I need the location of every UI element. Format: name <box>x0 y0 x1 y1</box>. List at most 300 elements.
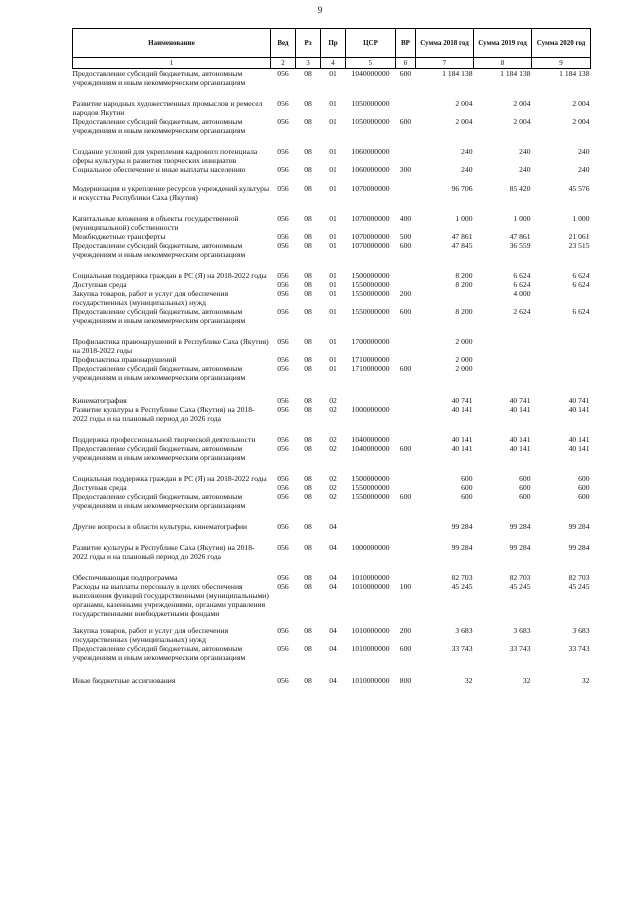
row-pr: 04 <box>329 676 337 685</box>
row-sum-2019: 240 <box>519 147 531 156</box>
row-sum-2018: 600 <box>461 474 473 483</box>
row-csr: 1700000000 <box>351 337 390 346</box>
row-sum-2019: 33 743 <box>509 644 531 653</box>
row-vr <box>396 280 416 289</box>
row-sum-2020: 82 703 <box>568 573 590 582</box>
table-row <box>73 582 591 618</box>
table-row <box>73 531 591 561</box>
row-sum-2019: 4 000 <box>513 289 531 298</box>
row-name: Обеспечивающая подпрограмма <box>72 573 178 582</box>
column-number: 6 <box>396 58 416 69</box>
table-row <box>73 307 591 325</box>
row-vr <box>396 135 416 165</box>
row-ved: 056 <box>277 582 289 591</box>
row-csr: 1040000000 <box>346 69 396 88</box>
row-sum-2020: 2 004 <box>572 99 590 108</box>
row-sum-2018: 96 706 <box>451 184 473 193</box>
row-sum-2019 <box>474 355 532 364</box>
header-sum-2019: Сумма 2019 год <box>474 29 532 58</box>
row-sum-2018: 82 703 <box>451 573 473 582</box>
row-sum-2020: 600 <box>578 483 590 492</box>
row-sum-2019: 99 284 <box>509 543 531 552</box>
row-pr: 01 <box>329 232 337 241</box>
row-pr: 04 <box>329 582 337 591</box>
row-sum-2019: 2 004 <box>513 117 531 126</box>
row-rz: 08 <box>304 474 312 483</box>
row-sum-2020 <box>532 364 591 382</box>
row-rz: 08 <box>296 69 321 88</box>
row-ved: 056 <box>277 99 289 108</box>
row-name: Капитальные вложения в объекты государственной (муниципальной) собственности <box>72 214 239 232</box>
row-sum-2020: 33 743 <box>568 644 590 653</box>
row-sum-2018: 3 683 <box>455 626 473 635</box>
table-row <box>73 174 591 202</box>
row-name: Социальное обеспечение и иные выплаты населению <box>72 165 246 174</box>
row-vr: 600 <box>399 492 412 501</box>
table-row <box>73 382 591 405</box>
table-row <box>73 117 591 135</box>
table-row <box>73 289 591 307</box>
row-sum-2019: 40 141 <box>509 435 531 444</box>
row-sum-2019: 2 004 <box>513 99 531 108</box>
row-pr: 02 <box>329 435 337 444</box>
row-sum-2019: 40 141 <box>509 444 531 453</box>
row-sum-2020: 6 624 <box>572 280 590 289</box>
row-name: Предоставление субсидий бюджетным, автономным учреждениям и иным некоммерческим организациям <box>73 69 271 88</box>
row-csr: 1010000000 <box>351 573 390 582</box>
row-vr: 600 <box>399 644 412 653</box>
row-rz: 08 <box>304 573 312 582</box>
row-ved: 056 <box>277 147 289 156</box>
header-vr: ВР <box>396 29 416 58</box>
row-vr <box>396 259 416 280</box>
row-csr: 1550000000 <box>351 483 390 492</box>
row-sum-2019: 82 703 <box>509 573 531 582</box>
row-sum-2018: 2 000 <box>455 337 473 346</box>
row-ved: 056 <box>277 364 289 373</box>
row-sum-2018: 2 004 <box>455 117 473 126</box>
row-rz: 08 <box>304 582 312 591</box>
row-sum-2019: 1 184 138 <box>474 69 532 88</box>
row-rz: 08 <box>304 280 312 289</box>
table-row <box>73 405 591 423</box>
row-csr: 1070000000 <box>351 241 390 250</box>
row-sum-2020 <box>532 355 591 364</box>
row-sum-2019: 45 245 <box>509 582 531 591</box>
row-sum-2019: 600 <box>519 474 531 483</box>
row-name: Доступная среда <box>72 280 127 289</box>
row-rz: 08 <box>304 364 312 373</box>
row-name: Предоставление субсидий бюджетным, автономным учреждениям и иным некоммерческим организациям <box>72 492 246 510</box>
row-pr: 01 <box>329 307 337 316</box>
row-sum-2018: 40 141 <box>451 405 473 414</box>
row-ved: 056 <box>277 626 289 635</box>
row-name: Профилактика правонарушений в Республике Саха (Якутия) на 2018-2022 годы <box>72 337 269 355</box>
row-sum-2020: 40 741 <box>568 396 590 405</box>
row-sum-2018: 99 284 <box>451 543 473 552</box>
row-pr: 01 <box>329 271 337 280</box>
column-number: 7 <box>416 58 474 69</box>
row-vr <box>396 87 416 117</box>
row-sum-2019: 600 <box>519 483 531 492</box>
row-pr: 04 <box>329 573 337 582</box>
row-sum-2018: 8 200 <box>455 280 473 289</box>
row-sum-2018: 8 200 <box>455 307 473 316</box>
row-csr: 1060000000 <box>351 165 390 174</box>
row-sum-2020: 40 141 <box>568 405 590 414</box>
row-pr: 01 <box>329 355 337 364</box>
row-name: Создание условий для укрепления кадрового потенциала сферы культуры и развития творческих инициатив <box>72 147 258 165</box>
row-rz: 08 <box>304 117 312 126</box>
row-sum-2018: 40 741 <box>451 396 473 405</box>
column-number: 1 <box>73 58 271 69</box>
table-row <box>73 165 591 174</box>
table-row <box>73 483 591 492</box>
row-pr: 04 <box>329 522 337 531</box>
row-csr: 1000000000 <box>351 543 390 552</box>
row-pr: 01 <box>329 147 337 156</box>
table-row <box>73 510 591 531</box>
row-sum-2018: 47 845 <box>451 241 473 250</box>
row-name: Предоставление субсидий бюджетным, автономным учреждениям и иным некоммерческим организациям <box>72 364 246 382</box>
row-csr: 1710000000 <box>351 364 390 373</box>
row-sum-2020: 45 576 <box>568 184 590 193</box>
row-sum-2019 <box>474 325 532 355</box>
row-pr: 04 <box>329 543 337 552</box>
row-ved: 056 <box>277 184 289 193</box>
row-csr: 1010000000 <box>351 644 390 653</box>
row-pr: 02 <box>329 405 337 414</box>
row-ved: 056 <box>277 289 289 298</box>
row-name: Социальная поддержка граждан в РС (Я) на 2018-2022 годы <box>72 474 267 483</box>
table-row <box>73 202 591 232</box>
row-vr: 200 <box>399 626 412 635</box>
row-name: Предоставление субсидий бюджетным, автономным учреждениям и иным некоммерческим организациям <box>72 444 246 462</box>
row-sum-2020: 6 624 <box>572 271 590 280</box>
row-pr: 02 <box>329 474 337 483</box>
row-rz: 08 <box>304 214 312 223</box>
row-rz: 08 <box>304 483 312 492</box>
row-sum-2020: 40 141 <box>568 435 590 444</box>
column-number: 8 <box>474 58 532 69</box>
table-row <box>73 444 591 462</box>
row-rz: 08 <box>304 355 312 364</box>
table-row <box>73 325 591 355</box>
row-pr: 01 <box>329 117 337 126</box>
row-csr: 1000000000 <box>351 405 390 414</box>
row-rz: 08 <box>304 184 312 193</box>
row-sum-2019: 2 624 <box>513 307 531 316</box>
row-sum-2019: 99 284 <box>509 522 531 531</box>
row-vr: 100 <box>399 582 412 591</box>
row-pr: 01 <box>329 241 337 250</box>
row-pr: 02 <box>329 396 337 405</box>
row-csr: 1070000000 <box>351 232 390 241</box>
row-sum-2018: 2 004 <box>455 99 473 108</box>
row-sum-2018: 32 <box>464 676 473 685</box>
row-rz: 08 <box>304 543 312 552</box>
row-sum-2019: 6 624 <box>513 280 531 289</box>
row-csr: 1070000000 <box>351 214 390 223</box>
row-name: Развитие народных художественных промыслов и ремесел народов Якутии <box>72 99 263 117</box>
row-ved: 056 <box>277 271 289 280</box>
row-name: Расходы на выплаты персоналу в целях обеспечения выполнения функций государственными (муниципальными) органами, казенными учреждениями, органами управления государственными внебюджетными фондами <box>72 582 269 618</box>
row-vr: 400 <box>399 214 412 223</box>
row-pr: 01 <box>329 289 337 298</box>
row-rz: 08 <box>304 405 312 414</box>
row-ved: 056 <box>277 435 289 444</box>
row-vr <box>396 405 416 423</box>
row-name: Предоставление субсидий бюджетным, автономным учреждениям и иным некоммерческим организациям <box>72 241 246 259</box>
row-sum-2019: 240 <box>519 165 531 174</box>
row-ved: 056 <box>277 355 289 364</box>
row-sum-2019: 85 420 <box>509 184 531 193</box>
row-sum-2018: 2 000 <box>455 355 473 364</box>
header-sum-2018: Сумма 2018 год <box>416 29 474 58</box>
column-number: 9 <box>532 58 591 69</box>
row-rz: 08 <box>304 307 312 316</box>
row-sum-2018: 45 245 <box>451 582 473 591</box>
page-number: 9 <box>317 5 323 15</box>
row-csr: 1550000000 <box>351 280 390 289</box>
row-sum-2019: 6 624 <box>513 271 531 280</box>
row-sum-2020: 23 515 <box>568 241 590 250</box>
row-name: Иные бюджетные ассигнования <box>72 676 176 685</box>
row-sum-2018: 40 141 <box>451 444 473 453</box>
table-row <box>73 259 591 280</box>
row-sum-2020: 1 000 <box>572 214 590 223</box>
row-vr: 200 <box>399 289 412 298</box>
row-sum-2020: 6 624 <box>572 307 590 316</box>
row-csr: 1070000000 <box>351 184 390 193</box>
row-rz: 08 <box>304 396 312 405</box>
row-ved: 056 <box>271 69 296 88</box>
table-row <box>73 462 591 483</box>
table-row <box>73 232 591 241</box>
table-body <box>73 69 591 686</box>
row-vr <box>396 462 416 483</box>
row-name: Кинематография <box>72 396 127 405</box>
row-rz: 08 <box>304 444 312 453</box>
header-pr: Пр <box>321 29 346 58</box>
row-csr <box>346 382 396 405</box>
row-sum-2018 <box>416 289 474 307</box>
table-row <box>73 662 591 685</box>
row-vr <box>396 325 416 355</box>
row-ved: 056 <box>277 405 289 414</box>
row-sum-2020: 99 284 <box>568 522 590 531</box>
row-pr: 01 <box>329 99 337 108</box>
row-csr: 1550000000 <box>351 307 390 316</box>
row-sum-2020: 600 <box>578 474 590 483</box>
column-number: 5 <box>346 58 396 69</box>
row-name: Развитие культуры в Республике Саха (Якутия) на 2018-2022 годы и на плановый период до 2026 года <box>72 405 255 423</box>
row-sum-2020: 240 <box>578 147 590 156</box>
row-vr: 600 <box>396 69 416 88</box>
row-sum-2020 <box>532 325 591 355</box>
row-sum-2018: 1 000 <box>455 214 473 223</box>
row-ved: 056 <box>277 241 289 250</box>
row-pr: 01 <box>329 184 337 193</box>
row-name: Предоставление субсидий бюджетным, автономным учреждениям и иным некоммерческим организациям <box>72 117 246 135</box>
row-name: Модернизация и укрепление ресурсов учреждений культуры и искусства Республики Саха (Якутия) <box>72 184 270 202</box>
table-row <box>73 241 591 259</box>
row-sum-2020: 40 141 <box>568 444 590 453</box>
row-vr: 600 <box>399 117 412 126</box>
row-ved: 056 <box>277 337 289 346</box>
row-name: Социальная поддержка граждан в РС (Я) на 2018-2022 годы <box>72 271 267 280</box>
row-sum-2018: 99 284 <box>451 522 473 531</box>
table-row <box>73 492 591 510</box>
row-csr: 1550000000 <box>351 492 390 501</box>
row-pr: 01 <box>329 337 337 346</box>
row-pr: 01 <box>329 214 337 223</box>
row-csr: 1010000000 <box>351 582 390 591</box>
table-row <box>73 423 591 444</box>
row-name: Предоставление субсидий бюджетным, автономным учреждениям и иным некоммерческим организациям <box>72 307 246 325</box>
row-sum-2018: 8 200 <box>455 271 473 280</box>
row-vr <box>396 561 416 582</box>
row-rz: 08 <box>304 241 312 250</box>
table-row <box>73 364 591 382</box>
row-sum-2018: 600 <box>461 483 473 492</box>
row-ved: 056 <box>277 307 289 316</box>
table-row <box>73 280 591 289</box>
row-rz: 08 <box>304 232 312 241</box>
row-rz: 08 <box>304 522 312 531</box>
row-pr: 02 <box>329 492 337 501</box>
row-csr: 1050000000 <box>351 117 390 126</box>
row-sum-2020: 1 184 138 <box>532 69 591 88</box>
row-sum-2019 <box>474 364 532 382</box>
row-rz: 08 <box>304 644 312 653</box>
header-name: Наименование <box>73 29 271 58</box>
row-sum-2020: 99 284 <box>568 543 590 552</box>
row-sum-2019: 40 741 <box>509 396 531 405</box>
row-ved: 056 <box>277 165 289 174</box>
row-name: Межбюджетные трансферты <box>72 232 166 241</box>
row-sum-2019: 600 <box>519 492 531 501</box>
row-sum-2019: 40 141 <box>509 405 531 414</box>
row-name: Развитие культуры в Республике Саха (Якутия) на 2018-2022 годы и на плановый период до 2026 года <box>72 543 255 561</box>
row-sum-2018: 240 <box>461 147 473 156</box>
row-sum-2020: 45 245 <box>568 582 590 591</box>
row-sum-2020: 21 061 <box>568 232 590 241</box>
row-sum-2019: 32 <box>522 676 531 685</box>
row-rz: 08 <box>304 435 312 444</box>
row-vr <box>396 423 416 444</box>
row-vr: 600 <box>399 364 412 373</box>
row-ved: 056 <box>277 232 289 241</box>
row-vr <box>396 510 416 531</box>
row-ved: 056 <box>277 117 289 126</box>
row-csr: 1040000000 <box>351 444 390 453</box>
row-sum-2018: 1 184 138 <box>416 69 474 88</box>
row-rz: 08 <box>304 271 312 280</box>
row-rz: 08 <box>304 99 312 108</box>
column-number: 2 <box>271 58 296 69</box>
row-ved: 056 <box>277 676 289 685</box>
row-csr: 1050000000 <box>351 99 390 108</box>
row-name: Предоставление субсидий бюджетным, автономным учреждениям и иным некоммерческим организациям <box>72 644 246 662</box>
row-name: Другие вопросы в области культуры, кинематографии <box>72 522 248 531</box>
row-sum-2018: 600 <box>461 492 473 501</box>
row-vr: 500 <box>399 232 412 241</box>
row-vr <box>396 382 416 405</box>
row-sum-2020 <box>532 289 591 307</box>
row-pr: 02 <box>329 483 337 492</box>
row-csr <box>346 510 396 531</box>
row-vr: 600 <box>399 307 412 316</box>
row-sum-2018: 40 141 <box>451 435 473 444</box>
row-vr <box>396 483 416 492</box>
row-sum-2018: 33 743 <box>451 644 473 653</box>
table-row <box>73 355 591 364</box>
row-name: Закупка товаров, работ и услуг для обеспечения государственных (муниципальных) нужд <box>72 626 229 644</box>
row-rz: 08 <box>304 147 312 156</box>
row-sum-2018: 47 861 <box>451 232 473 241</box>
budget-table <box>72 28 591 685</box>
row-name: Поддержка профессиональной творческой деятельности <box>72 435 256 444</box>
row-pr: 02 <box>329 444 337 453</box>
table-row <box>73 135 591 165</box>
row-csr: 1550000000 <box>351 289 390 298</box>
header-csr: ЦСР <box>346 29 396 58</box>
row-vr <box>396 174 416 202</box>
row-pr: 04 <box>329 626 337 635</box>
row-sum-2019: 36 559 <box>509 241 531 250</box>
row-sum-2019: 1 000 <box>513 214 531 223</box>
table-row <box>73 644 591 662</box>
row-vr <box>396 531 416 561</box>
row-sum-2020: 2 004 <box>572 117 590 126</box>
row-pr: 04 <box>329 644 337 653</box>
row-vr: 300 <box>399 165 412 174</box>
row-name: Доступная среда <box>72 483 127 492</box>
row-rz: 08 <box>304 626 312 635</box>
row-csr: 1500000000 <box>351 474 390 483</box>
row-sum-2020: 3 683 <box>572 626 590 635</box>
row-ved: 056 <box>277 444 289 453</box>
row-ved: 056 <box>277 573 289 582</box>
table-row <box>73 69 591 88</box>
row-rz: 08 <box>304 337 312 346</box>
table-row <box>73 561 591 582</box>
header-sum-2020: Сумма 2020 год <box>532 29 591 58</box>
row-csr: 1010000000 <box>351 676 390 685</box>
row-ved: 056 <box>277 396 289 405</box>
row-ved: 056 <box>277 492 289 501</box>
table-row <box>73 87 591 117</box>
row-sum-2018: 240 <box>461 165 473 174</box>
row-csr: 1040000000 <box>351 435 390 444</box>
row-vr: 800 <box>399 676 412 685</box>
header-row <box>73 29 591 58</box>
row-ved: 056 <box>277 280 289 289</box>
row-vr <box>396 355 416 364</box>
column-number: 3 <box>296 58 321 69</box>
row-sum-2018: 2 000 <box>455 364 473 373</box>
row-ved: 056 <box>277 644 289 653</box>
row-csr: 1500000000 <box>351 271 390 280</box>
row-rz: 08 <box>304 165 312 174</box>
row-csr: 1710000000 <box>351 355 390 364</box>
row-ved: 056 <box>277 522 289 531</box>
row-name: Профилактика правонарушений <box>72 355 177 364</box>
row-pr: 01 <box>329 364 337 373</box>
row-sum-2020: 240 <box>578 165 590 174</box>
row-ved: 056 <box>277 474 289 483</box>
